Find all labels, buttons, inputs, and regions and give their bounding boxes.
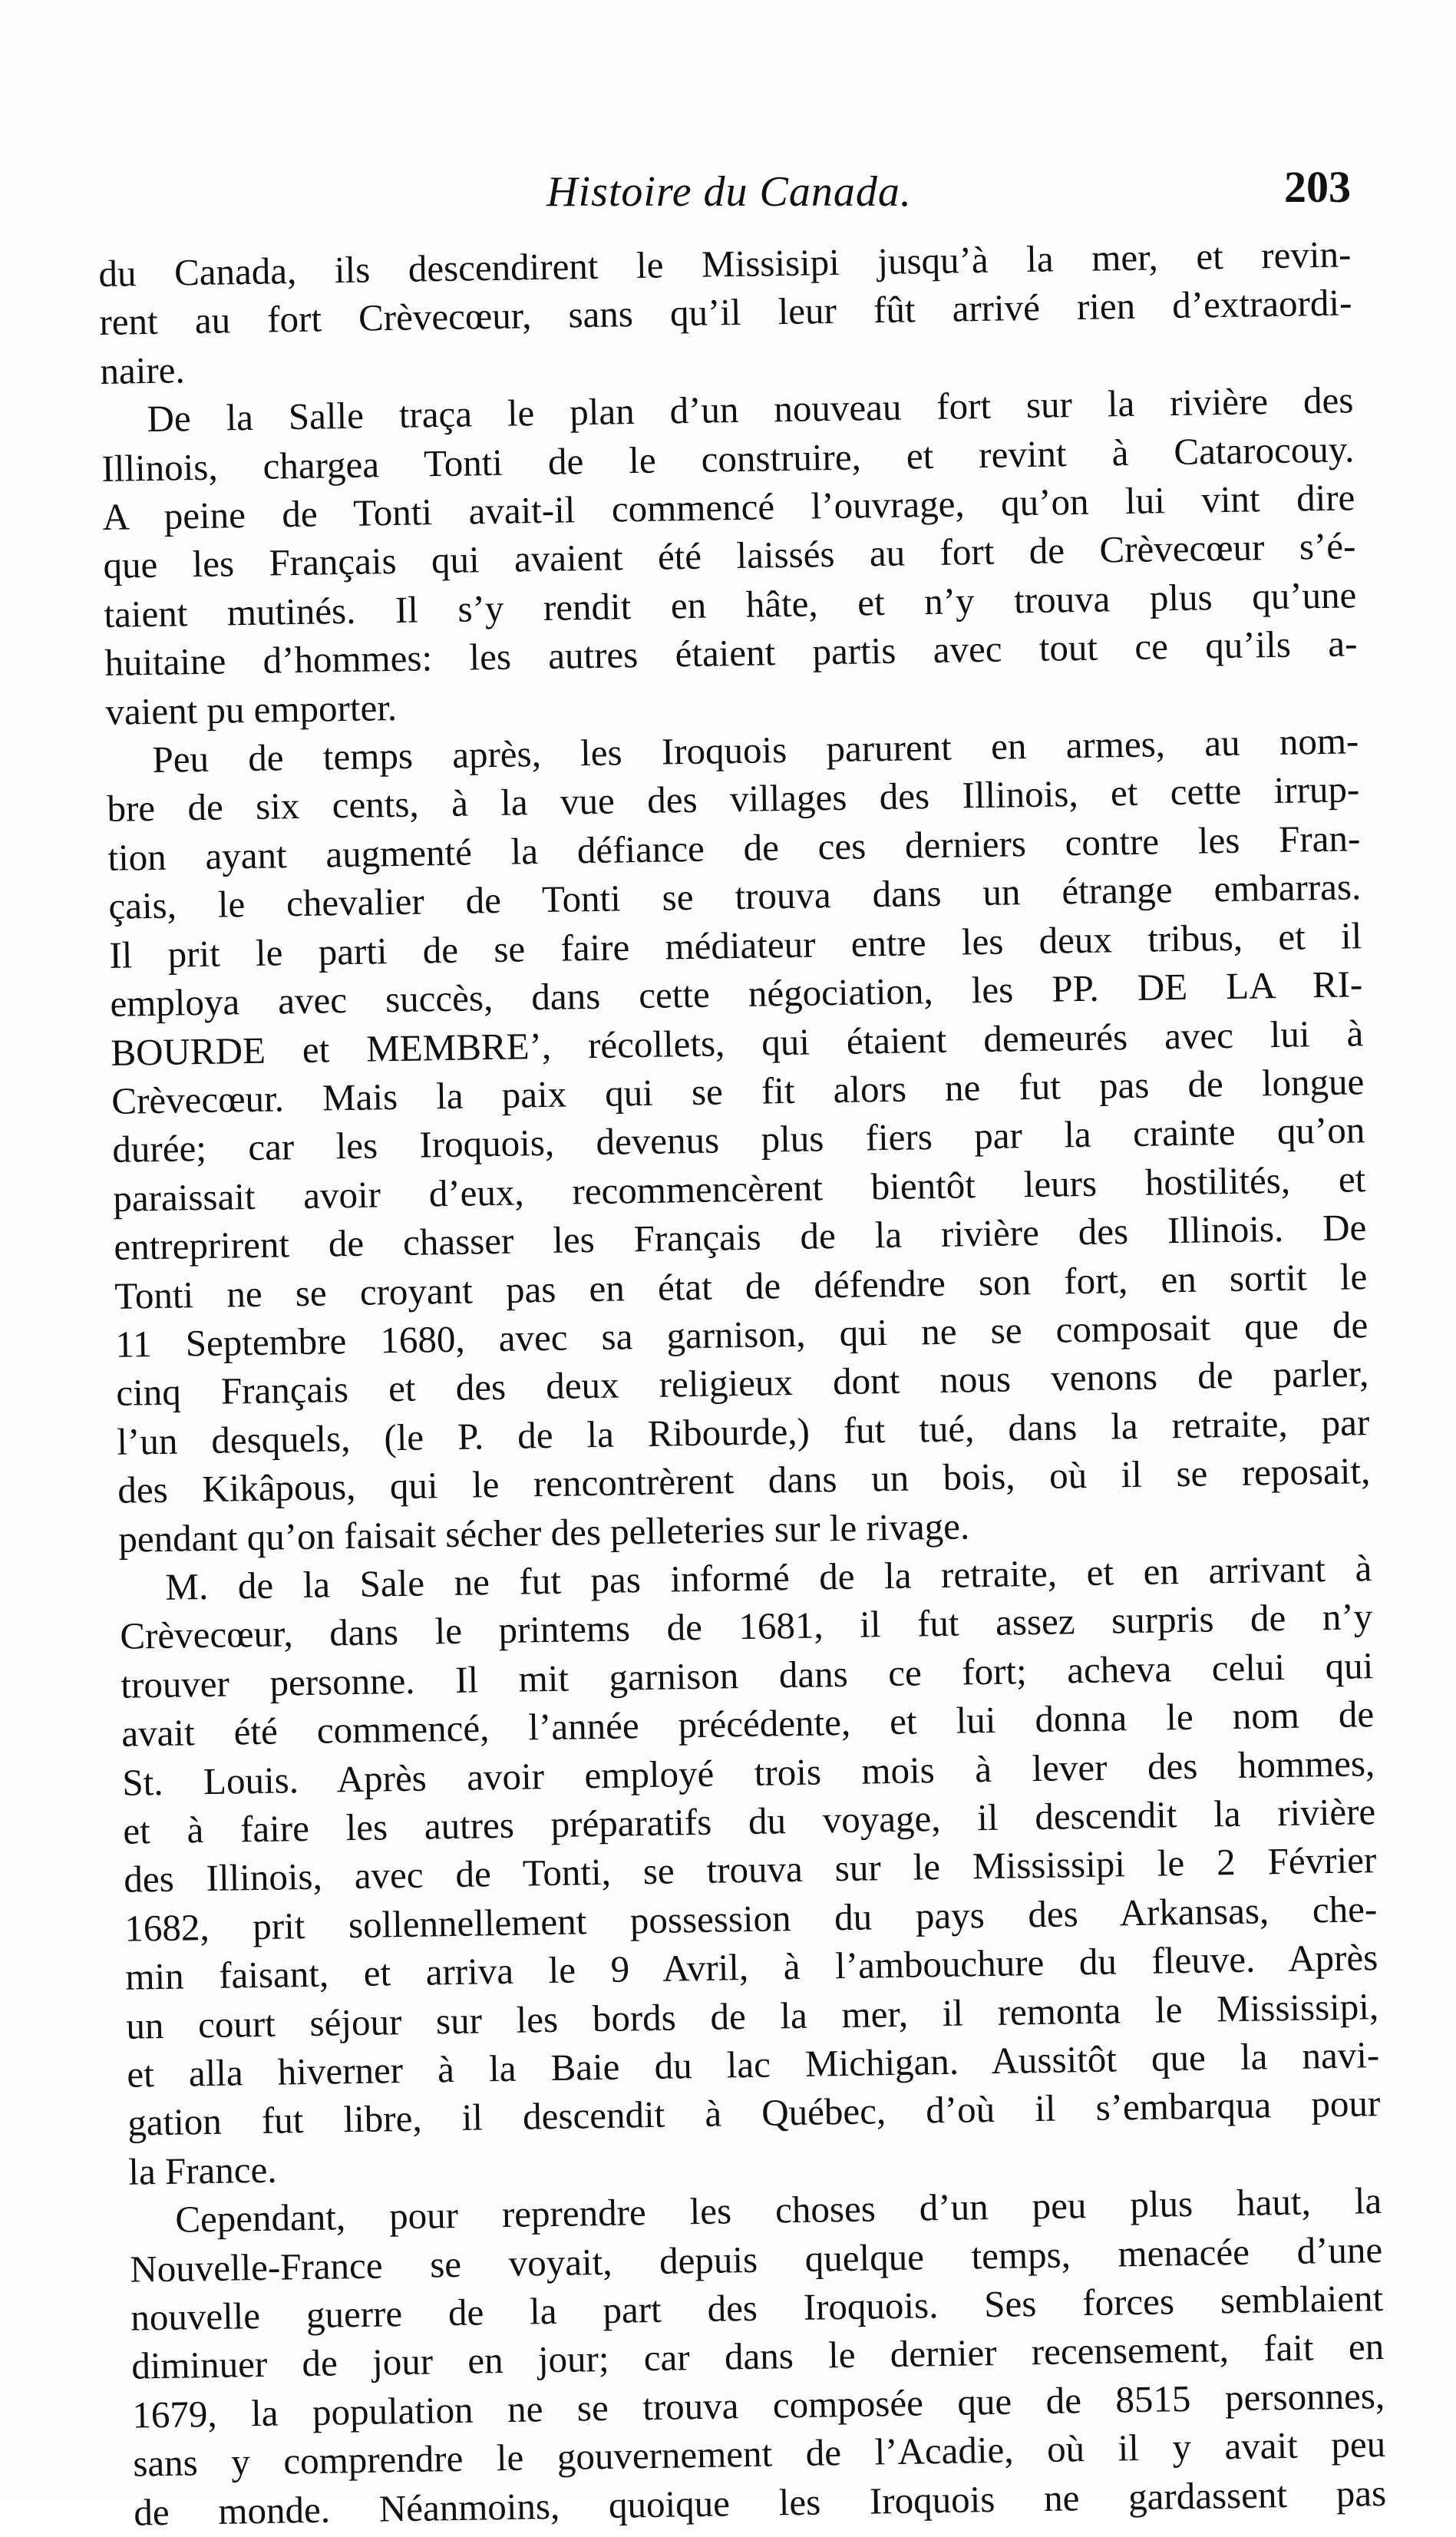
- text-line: que les Français qui avaient été laissés au fort de Crèvecœur s’é-: [103, 524, 1356, 587]
- running-title: Histoire du Canada.: [546, 168, 912, 216]
- text-line: A peine de Tonti avait-il commencé l’ouvrage, qu’on lui vint dire: [102, 476, 1355, 538]
- text-line: vaient pu emporter.: [105, 685, 398, 733]
- text-line: Crèvecœur, dans le printems de 1681, il fut assez surpris de n’y: [119, 1595, 1373, 1658]
- text-line: 1682, prit sollennellement possession du pays des Arkansas, che-: [124, 1887, 1378, 1950]
- text-line: Cependant, pour reprendre les choses d’un peu plus haut, la: [174, 2179, 1382, 2241]
- text-line: nouvelle guerre de la part des Iroquois. Ses forces semblaient: [130, 2277, 1384, 2339]
- text-line: M. de la Sale ne fut pas informé de la retraite, et en arrivant à: [164, 1547, 1372, 1608]
- text-line: BOURDE et MEMBRE’, récollets, qui étaient demeurés avec lui à: [110, 1011, 1364, 1074]
- text-line: huitaine d’hommes: les autres étaient partis avec tout ce qu’ils a-: [104, 622, 1358, 685]
- text-line: Il prit le parti de se faire médiateur entre les deux tribus, et il: [109, 913, 1362, 976]
- text-line: entreprirent de chasser les Français de la rivière des Illinois. De: [113, 1206, 1367, 1268]
- text-line: bre de six cents, à la vue des villages des Illinois, et cette irrup-: [107, 768, 1360, 831]
- text-line: Nouvelle-France se voyait, depuis quelque temps, menacée d’une: [129, 2228, 1383, 2291]
- text-line: taient mutinés. Il s’y rendit en hâte, et n’y trouva plus qu’une: [104, 573, 1357, 636]
- text-line: employa avec succès, dans cette négociation, les PP. DE LA RI-: [110, 963, 1363, 1025]
- text-line: avait été commencé, l’année précédente, et lui donna le nom de: [121, 1693, 1375, 1755]
- text-line: cinq Français et des deux religieux dont nous venons de parler,: [115, 1352, 1369, 1415]
- text-line: Peu de temps après, les Iroquois parurent en armes, au nom-: [152, 719, 1359, 781]
- text-line: et à faire les autres préparatifs du voyage, il descendit la rivière: [122, 1790, 1376, 1852]
- text-line: 11 Septembre 1680, avec sa garnison, qui ne se composait que de: [114, 1303, 1369, 1366]
- text-line: de monde. Néanmoins, quoique les Iroquois ne gardassent pas: [133, 2471, 1387, 2534]
- text-line: du Canada, ils descendirent le Missisipi jusqu’à la mer, et revin-: [98, 233, 1352, 295]
- text-line: durée; car les Iroquois, devenus plus fiers par la crainte qu’on: [111, 1108, 1365, 1171]
- text-line: pendant qu’on faisait sécher des pelleteries sur le rivage.: [117, 1504, 970, 1561]
- text-line: Tonti ne se croyant pas en état de défendre son fort, en sortit le: [114, 1254, 1368, 1317]
- text-line: tion ayant augmenté la défiance de ces derniers contre les Fran-: [107, 817, 1361, 879]
- body-text: [98, 230, 1387, 2536]
- text-line: gation fut libre, il descendit à Québec, d’où il s’embarqua pour: [127, 2082, 1381, 2145]
- text-line: la France.: [127, 2148, 277, 2193]
- text-line: paraissait avoir d’eux, recommencèrent bientôt leurs hostilités, et: [112, 1157, 1366, 1220]
- page-header: [107, 161, 1351, 230]
- text-line: des Kikâpous, qui le rencontrèrent dans un bois, où il se reposait,: [117, 1449, 1371, 1511]
- text-line: 1679, la population ne se trouva composée que de 8515 personnes,: [131, 2373, 1385, 2436]
- text-line: De la Salle traça le plan d’un nouveau fort sur la rivière des: [147, 378, 1354, 441]
- text-line: l’un desquels, (le P. de la Ribourde,) fut tué, dans la retraite, par: [116, 1400, 1370, 1463]
- text-line: min faisant, et arriva le 9 Avril, à l’ambouchure du fleuve. Après: [124, 1936, 1378, 1998]
- text-line: St. Louis. Après avoir employé trois mois à lever des hommes,: [121, 1741, 1375, 1804]
- text-line: sans y comprendre le gouvernement de l’Acadie, où il y avait peu: [132, 2423, 1386, 2485]
- text-line: çais, le chevalier de Tonti se trouva dans un étrange embarras.: [108, 865, 1362, 928]
- text-line: des Illinois, avec de Tonti, se trouva sur le Mississipi le 2 Février: [123, 1838, 1377, 1901]
- text-line: Crèvecœur. Mais la paix qui se fit alors ne fut pas de longue: [111, 1060, 1365, 1122]
- text-line: trouver personne. Il mit garnison dans ce fort; acheva celui qui: [120, 1643, 1374, 1706]
- text-line: diminuer de jour en jour; car dans le dernier recensement, fait en: [130, 2325, 1385, 2388]
- text-line: et alla hiverner à la Baie du lac Michigan. Aussitôt que la navi-: [126, 2033, 1380, 2096]
- page-number: 203: [1284, 162, 1351, 212]
- text-line: Illinois, chargea Tonti de le construire, et revint à Catarocouy.: [101, 427, 1355, 490]
- text-line: un court séjour sur les bords de la mer, il remonta le Mississipi,: [125, 1984, 1379, 2047]
- text-line: rent au fort Crèvecœur, sans qu’il leur fût arrivé rien d’extraordi-: [99, 281, 1352, 344]
- text-line: naire.: [100, 349, 186, 392]
